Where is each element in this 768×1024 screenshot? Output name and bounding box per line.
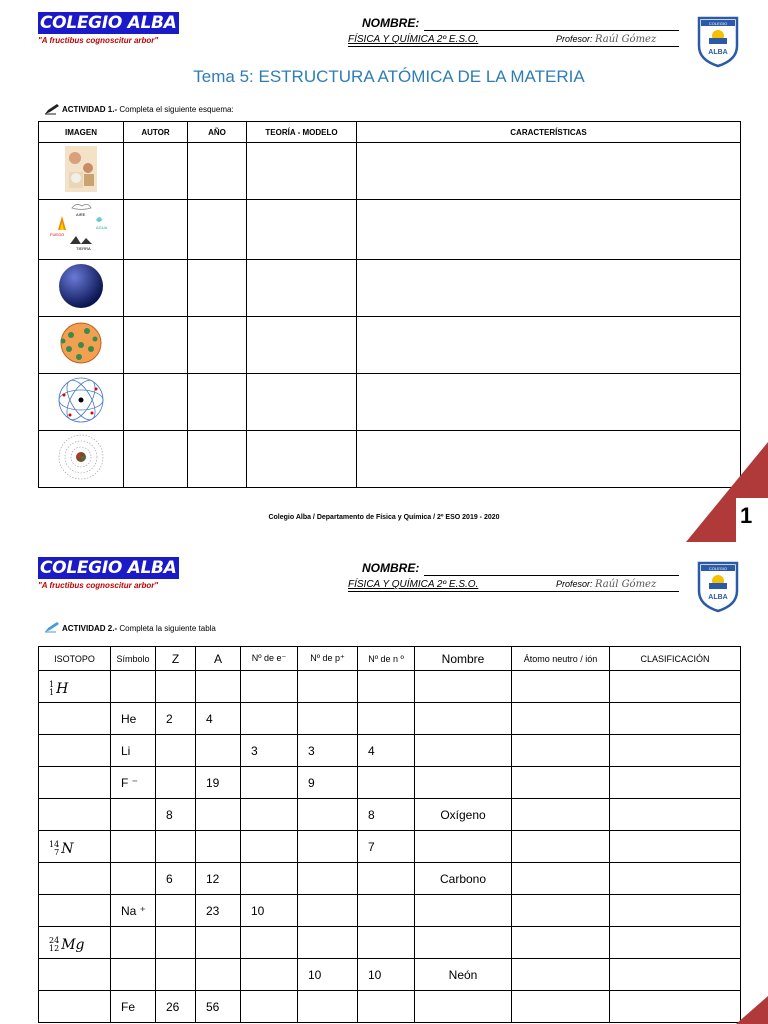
profesor-prefix: Profesor: [556, 34, 593, 44]
isotopo-cell[interactable] [39, 735, 111, 767]
z-cell[interactable] [156, 735, 196, 767]
col-z: Z [156, 647, 196, 671]
table-header-row [39, 122, 741, 143]
table-row [39, 143, 741, 200]
dalton-sphere-icon [57, 262, 105, 310]
simbolo-cell[interactable]: F ⁻ [111, 767, 156, 799]
page1-header [0, 12, 768, 74]
a-cell[interactable]: 4 [196, 703, 241, 735]
activity-2-label: ACTIVIDAD 2.- [62, 624, 118, 633]
table-row [39, 767, 741, 799]
protones-cell[interactable]: 9 [298, 767, 358, 799]
neutrones-cell[interactable]: 10 [358, 959, 415, 991]
electrones-cell[interactable] [241, 767, 298, 799]
school-logo-text: COLEGIO ALBA [40, 13, 177, 33]
caracteristicas-cell[interactable] [357, 317, 741, 374]
shield-bottom-text: ALBA [708, 594, 728, 601]
simbolo-cell[interactable] [111, 959, 156, 991]
simbolo-cell[interactable]: Na ⁺ [111, 895, 156, 927]
atomo-ion-cell[interactable] [512, 735, 610, 767]
simbolo-cell[interactable]: Li [111, 735, 156, 767]
simbolo-cell[interactable] [111, 671, 156, 703]
col-nombre: Nombre [415, 647, 512, 671]
image-cell [39, 200, 124, 260]
atomo-ion-cell[interactable] [512, 895, 610, 927]
col-neutrones: Nº de n º [358, 647, 415, 671]
isotope-symbol: Mg [61, 937, 85, 953]
mass-number: 14 [49, 840, 60, 849]
a-cell[interactable] [196, 831, 241, 863]
four-elements-icon [50, 200, 112, 254]
col-simbolo: Símbolo [111, 647, 156, 671]
table-row [39, 260, 741, 317]
isotopo-cell[interactable] [39, 927, 111, 959]
subject-label: FÍSICA Y QUÍMICA 2º E.S.O. [348, 579, 479, 590]
profesor-name: Raúl Gómez [595, 34, 657, 45]
isotope-symbol: N [61, 841, 74, 857]
atomo-ion-cell[interactable] [512, 863, 610, 895]
a-cell[interactable]: 19 [196, 767, 241, 799]
z-cell[interactable] [156, 959, 196, 991]
col-anio: AÑO [188, 122, 247, 143]
col-imagen: IMAGEN [39, 122, 124, 143]
anio-cell[interactable] [188, 317, 247, 374]
nombre-cell[interactable] [415, 927, 512, 959]
isotope-symbol: H [56, 681, 69, 697]
school-shield-icon [697, 561, 739, 613]
greek-philosophers-icon [61, 144, 101, 194]
activity-2-instruction [62, 624, 216, 633]
nombre-cell[interactable] [415, 703, 512, 735]
teoria-cell[interactable] [247, 143, 357, 200]
isotopo-cell[interactable] [39, 703, 111, 735]
caracteristicas-cell[interactable] [357, 200, 741, 260]
header-underline [348, 46, 679, 47]
autor-cell[interactable] [124, 317, 188, 374]
electrones-cell[interactable] [241, 703, 298, 735]
image-cell [39, 317, 124, 374]
z-cell[interactable] [156, 895, 196, 927]
activity-1-label: ACTIVIDAD 1.- [62, 105, 118, 114]
bohr-shells-icon [56, 432, 106, 482]
a-cell[interactable] [196, 735, 241, 767]
col-protones: Nº de p⁺ [298, 647, 358, 671]
nombre-cell[interactable] [415, 767, 512, 799]
nombre-cell[interactable] [415, 735, 512, 767]
anio-cell[interactable] [188, 260, 247, 317]
electrones-cell[interactable] [241, 831, 298, 863]
a-cell[interactable]: 12 [196, 863, 241, 895]
nombre-cell[interactable]: Neón [415, 959, 512, 991]
z-cell[interactable] [156, 767, 196, 799]
mass-number: 24 [49, 936, 60, 945]
shield-top-text: COLEGIO [708, 21, 728, 26]
a-cell[interactable]: 56 [196, 991, 241, 1023]
table-row [39, 799, 741, 831]
page2-header [0, 557, 768, 619]
nombre-cell[interactable] [415, 831, 512, 863]
shield-top-text: COLEGIO [708, 566, 728, 571]
simbolo-cell[interactable] [111, 799, 156, 831]
image-cell [39, 431, 124, 488]
z-cell[interactable]: 26 [156, 991, 196, 1023]
nombre-cell[interactable]: Carbono [415, 863, 512, 895]
table-row [39, 895, 741, 927]
table-row [39, 831, 741, 863]
protones-cell[interactable] [298, 799, 358, 831]
atomo-ion-cell[interactable] [512, 767, 610, 799]
school-motto: "A fructibus cognoscitur arbor" [38, 581, 159, 590]
a-cell[interactable]: 23 [196, 895, 241, 927]
clasificacion-cell[interactable] [610, 991, 741, 1023]
element-label-fuego: FUEGO [50, 232, 65, 237]
nombre-cell[interactable] [415, 991, 512, 1023]
col-atomo-ion: Átomo neutro / ión [512, 647, 610, 671]
neutrones-cell[interactable] [358, 863, 415, 895]
col-clasificacion: CLASIFICACIÓN [610, 647, 741, 671]
table-row [39, 959, 741, 991]
autor-cell[interactable] [124, 200, 188, 260]
electrones-cell[interactable] [241, 671, 298, 703]
autor-cell[interactable] [124, 374, 188, 431]
autor-cell[interactable] [124, 431, 188, 488]
page-title: Tema 5: ESTRUCTURA ATÓMICA DE LA MATERIA [193, 67, 585, 86]
school-motto: "A fructibus cognoscitur arbor" [38, 36, 159, 45]
element-label-aire: AIRE [76, 212, 86, 217]
table-header-row [39, 647, 741, 671]
simbolo-cell[interactable] [111, 831, 156, 863]
nombre-cell[interactable] [415, 895, 512, 927]
profesor-prefix: Profesor: [556, 579, 593, 589]
profesor-label [556, 579, 656, 590]
clasificacion-cell[interactable] [610, 671, 741, 703]
atomo-ion-cell[interactable] [512, 671, 610, 703]
neutrones-cell[interactable] [358, 895, 415, 927]
anio-cell[interactable] [188, 200, 247, 260]
thomson-pudding-icon [57, 319, 105, 367]
clasificacion-cell[interactable] [610, 767, 741, 799]
nombre-cell[interactable] [415, 671, 512, 703]
atomic-models-table [38, 121, 741, 488]
isotopo-cell[interactable] [39, 959, 111, 991]
isotope-numbers [49, 841, 59, 857]
col-a: A [196, 647, 241, 671]
a-cell[interactable] [196, 927, 241, 959]
neutrones-cell[interactable] [358, 671, 415, 703]
nombre-label: NOMBRE: [362, 16, 420, 30]
table-row [39, 374, 741, 431]
table-row [39, 200, 741, 260]
atomo-ion-cell[interactable] [512, 831, 610, 863]
atomo-ion-cell[interactable] [512, 703, 610, 735]
electrones-cell[interactable] [241, 799, 298, 831]
pencil-icon [44, 621, 60, 633]
col-teoria: TEORÍA - MODELO [247, 122, 357, 143]
image-cell [39, 260, 124, 317]
isotopo-cell[interactable] [39, 831, 111, 863]
teoria-cell[interactable] [247, 431, 357, 488]
school-logo-text: COLEGIO ALBA [40, 558, 177, 578]
atomo-ion-cell[interactable] [512, 927, 610, 959]
isotope-notation [49, 841, 73, 857]
protones-cell[interactable] [298, 671, 358, 703]
school-shield-icon [697, 16, 739, 68]
atomo-ion-cell[interactable] [512, 799, 610, 831]
z-cell[interactable] [156, 831, 196, 863]
electrones-cell[interactable]: 10 [241, 895, 298, 927]
isotope-notation [49, 681, 68, 697]
electrones-cell[interactable] [241, 991, 298, 1023]
simbolo-cell[interactable] [111, 863, 156, 895]
isotopo-cell[interactable] [39, 767, 111, 799]
table-row [39, 991, 741, 1023]
autor-cell[interactable] [124, 143, 188, 200]
z-cell[interactable]: 6 [156, 863, 196, 895]
nombre-field-line[interactable] [424, 30, 679, 31]
a-cell[interactable] [196, 799, 241, 831]
clasificacion-cell[interactable] [610, 799, 741, 831]
simbolo-cell[interactable]: Fe [111, 991, 156, 1023]
clasificacion-cell[interactable] [610, 927, 741, 959]
activity-1-text: Completa el siguiente esquema: [119, 105, 234, 114]
clasificacion-cell[interactable] [610, 959, 741, 991]
table-row [39, 317, 741, 374]
simbolo-cell[interactable] [111, 927, 156, 959]
teoria-cell[interactable] [247, 200, 357, 260]
electrones-cell[interactable] [241, 927, 298, 959]
col-autor: AUTOR [124, 122, 188, 143]
protones-cell[interactable] [298, 831, 358, 863]
neutrones-cell[interactable]: 7 [358, 831, 415, 863]
neutrones-cell[interactable] [358, 927, 415, 959]
z-cell[interactable]: 2 [156, 703, 196, 735]
page-footer: Colegio Alba / Departamento de Física y Química / 2º ESO 2019 - 2020 [268, 514, 500, 521]
protones-cell[interactable] [298, 991, 358, 1023]
atomic-number: 7 [54, 848, 60, 857]
z-cell[interactable] [156, 927, 196, 959]
col-caracteristicas: CARACTERÍSTICAS [357, 122, 741, 143]
nombre-field-line[interactable] [424, 575, 679, 576]
element-label-agua: AGUA [96, 225, 108, 230]
col-isotopo: ISOTOPO [39, 647, 111, 671]
profesor-name: Raúl Gómez [595, 579, 657, 590]
table-row [39, 671, 741, 703]
isotopo-cell[interactable] [39, 895, 111, 927]
nombre-cell[interactable]: Oxígeno [415, 799, 512, 831]
electrones-cell[interactable] [241, 959, 298, 991]
isotopo-cell[interactable] [39, 991, 111, 1023]
table-row [39, 431, 741, 488]
caracteristicas-cell[interactable] [357, 374, 741, 431]
z-cell[interactable]: 8 [156, 799, 196, 831]
teoria-cell[interactable] [247, 260, 357, 317]
rutherford-orbits-icon [56, 375, 106, 425]
atomo-ion-cell[interactable] [512, 959, 610, 991]
protones-cell[interactable] [298, 863, 358, 895]
table-row [39, 863, 741, 895]
protones-cell[interactable] [298, 927, 358, 959]
protones-cell[interactable] [298, 703, 358, 735]
neutrones-cell[interactable] [358, 703, 415, 735]
table-row [39, 927, 741, 959]
element-label-tierra: TIERRA [76, 246, 91, 251]
isotopo-cell[interactable] [39, 863, 111, 895]
clasificacion-cell[interactable] [610, 703, 741, 735]
page-corner-decoration [686, 442, 768, 542]
page-number: 1 [740, 503, 753, 528]
teoria-cell[interactable] [247, 317, 357, 374]
electrones-cell[interactable] [241, 863, 298, 895]
activity-2-text: Completa la siguiente tabla [119, 624, 216, 633]
neutrones-cell[interactable] [358, 991, 415, 1023]
page-corner-decoration [736, 996, 768, 1024]
image-cell [39, 143, 124, 200]
nombre-label: NOMBRE: [362, 561, 420, 575]
clasificacion-cell[interactable] [610, 895, 741, 927]
anio-cell[interactable] [188, 143, 247, 200]
header-underline [348, 591, 679, 592]
a-cell[interactable] [196, 959, 241, 991]
z-cell[interactable] [156, 671, 196, 703]
activity-1-instruction [62, 105, 234, 114]
subject-label: FÍSICA Y QUÍMICA 2º E.S.O. [348, 34, 479, 45]
protones-cell[interactable]: 3 [298, 735, 358, 767]
mass-number: 1 [49, 680, 55, 689]
anio-cell[interactable] [188, 431, 247, 488]
autor-cell[interactable] [124, 260, 188, 317]
protones-cell[interactable] [298, 895, 358, 927]
pencil-icon [44, 103, 60, 115]
neutrones-cell[interactable]: 8 [358, 799, 415, 831]
isotope-numbers [49, 937, 59, 953]
neutrones-cell[interactable] [358, 767, 415, 799]
atomic-number: 12 [49, 944, 60, 953]
caracteristicas-cell[interactable] [357, 143, 741, 200]
simbolo-cell[interactable]: He [111, 703, 156, 735]
image-cell [39, 374, 124, 431]
isotopo-cell[interactable] [39, 799, 111, 831]
clasificacion-cell[interactable] [610, 831, 741, 863]
atomic-number: 1 [49, 688, 55, 697]
col-electrones: Nº de e⁻ [241, 647, 298, 671]
shield-bottom-text: ALBA [708, 49, 728, 56]
isotope-notation [49, 937, 84, 953]
clasificacion-cell[interactable] [610, 863, 741, 895]
caracteristicas-cell[interactable] [357, 431, 741, 488]
anio-cell[interactable] [188, 374, 247, 431]
teoria-cell[interactable] [247, 374, 357, 431]
protones-cell[interactable]: 10 [298, 959, 358, 991]
table-row [39, 703, 741, 735]
isotopo-cell[interactable] [39, 671, 111, 703]
caracteristicas-cell[interactable] [357, 260, 741, 317]
table-row [39, 735, 741, 767]
a-cell[interactable] [196, 671, 241, 703]
neutrones-cell[interactable]: 4 [358, 735, 415, 767]
electrones-cell[interactable]: 3 [241, 735, 298, 767]
profesor-label [556, 34, 656, 45]
atomo-ion-cell[interactable] [512, 991, 610, 1023]
isotope-numbers [49, 681, 54, 697]
isotopes-table [38, 646, 741, 1023]
clasificacion-cell[interactable] [610, 735, 741, 767]
